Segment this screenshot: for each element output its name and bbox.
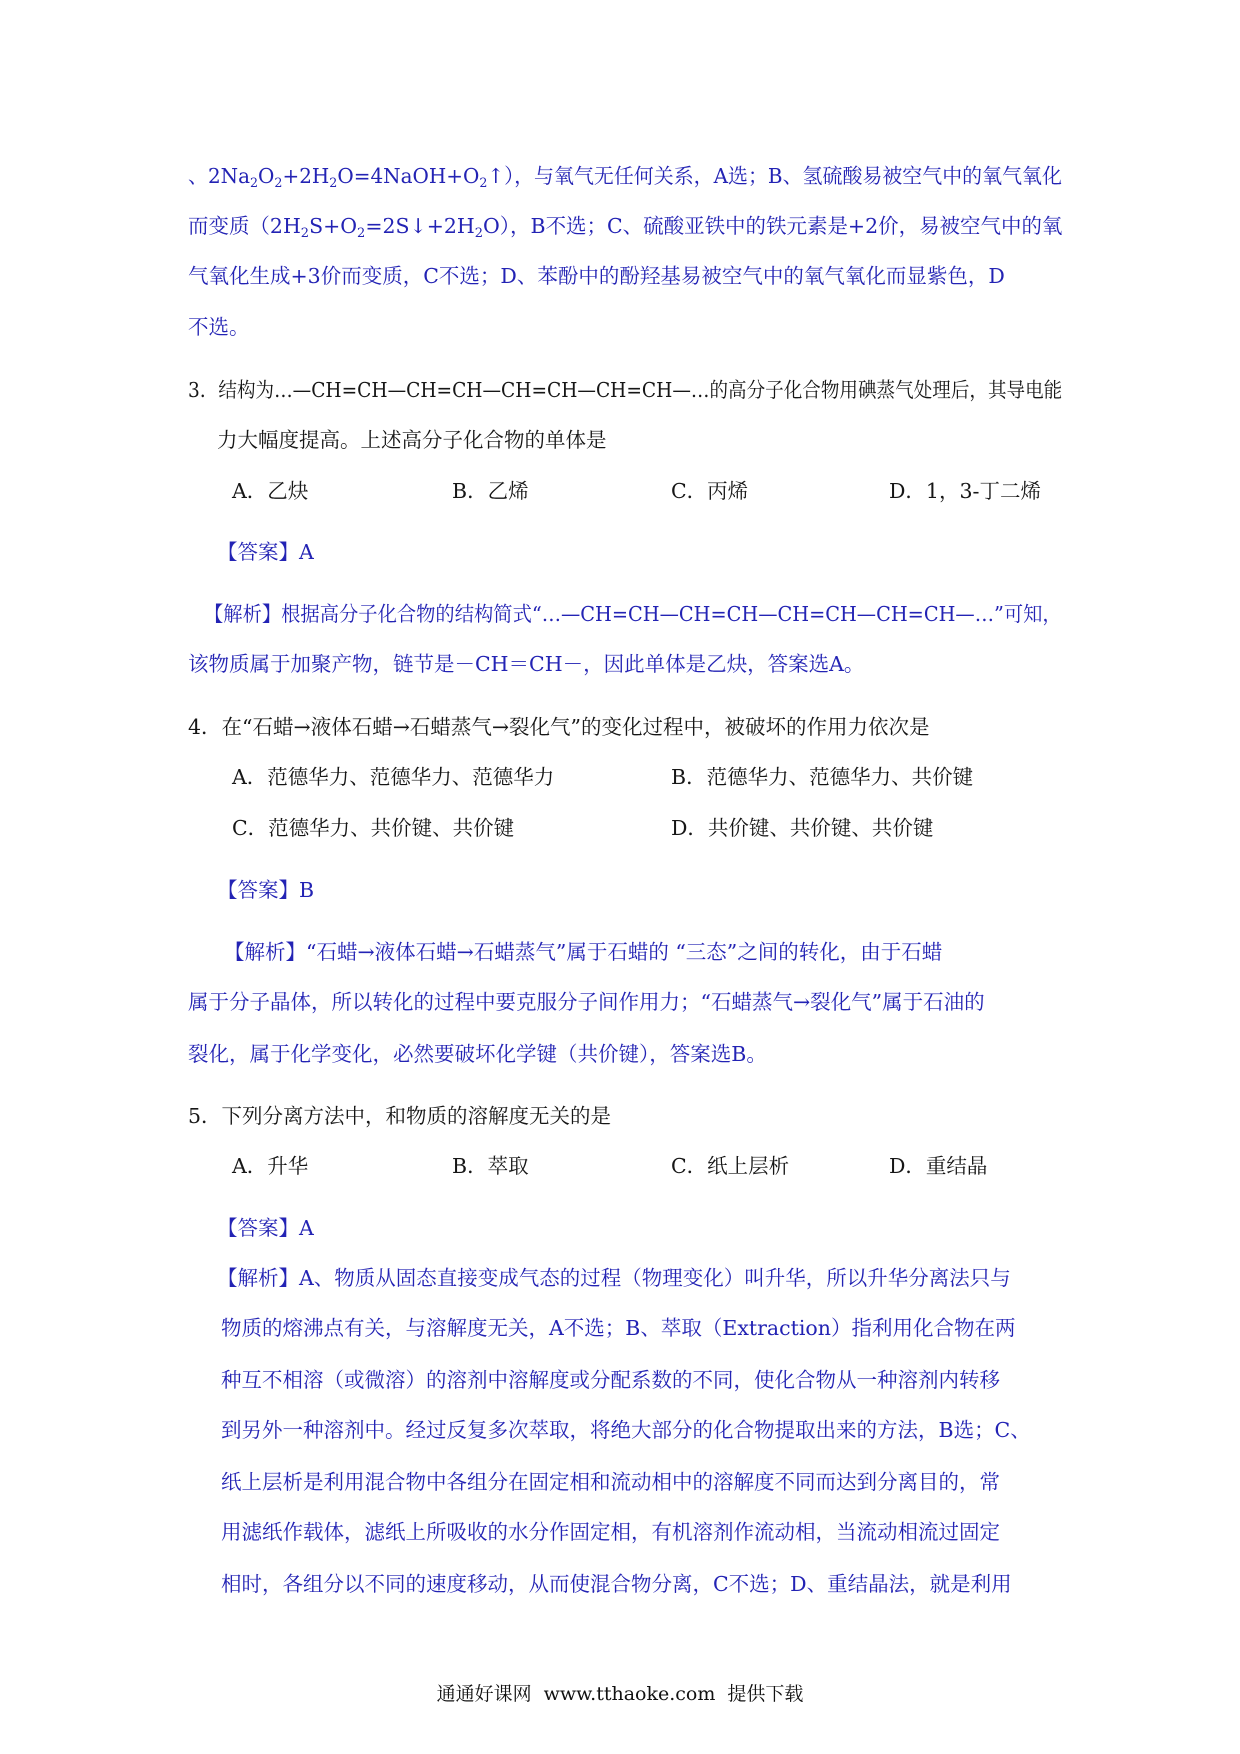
- continuation-line-3: 气氧化生成+3价而变质，C不选；D、苯酚中的酚羟基易被空气中的氧气氧化而显紫色，D: [188, 264, 1005, 288]
- q5-analysis-line-1: 【解析】A、物质从固态直接变成气态的过程（物理变化）叫升华，所以升华分离法只与: [217, 1266, 1011, 1290]
- q3-stem-line-2: 力大幅度提高。上述高分子化合物的单体是: [217, 428, 607, 452]
- q4-analysis-line-1: 【解析】“石蜡→液体石蜡→石蜡蒸气”属于石蜡的 “三态”之间的转化，由于石蜡: [224, 940, 943, 964]
- q3-option-a: A．乙炔: [232, 479, 309, 503]
- q5-analysis-line-4: 到另外一种溶剂中。经过反复多次萃取，将绝大部分的化合物提取出来的方法，B选；C、: [221, 1418, 1031, 1442]
- q5-analysis-line-2: 物质的熔沸点有关，与溶解度无关，A不选；B、萃取（Extraction）指利用化合物在两: [221, 1316, 1016, 1340]
- q3-option-d: D．1，3-丁二烯: [889, 479, 1041, 503]
- page-footer: [0, 1681, 1240, 1707]
- q5-option-c: C．纸上层析: [671, 1154, 790, 1178]
- q3-option-b: B．乙烯: [452, 479, 529, 503]
- footer-url-link[interactable]: www.tthaoke.com: [543, 1683, 716, 1705]
- continuation-line-4: 不选。: [188, 315, 250, 339]
- q5-option-d: D．重结晶: [889, 1154, 988, 1178]
- q4-answer: 【答案】B: [217, 878, 315, 902]
- q3-analysis-line-2: 该物质属于加聚产物，链节是－CH＝CH－，因此单体是乙炔，答案选A。: [188, 652, 865, 676]
- q5-analysis-line-7: 相时，各组分以不同的速度移动，从而使混合物分离，C不选；D、重结晶法，就是利用: [221, 1572, 1012, 1596]
- q5-analysis-line-6: 用滤纸作载体，滤纸上所吸收的水分作固定相，有机溶剂作流动相，当流动相流过固定: [221, 1520, 1000, 1544]
- q4-stem-line-1: 4．在“石蜡→液体石蜡→石蜡蒸气→裂化气”的变化过程中，被破坏的作用力依次是: [188, 715, 930, 739]
- q3-analysis-line-1: 【解析】根据高分子化合物的结构简式“…—CH=CH—CH=CH—CH=CH—CH=CH—…”可知，: [204, 602, 1062, 626]
- q5-analysis-line-3: 种互不相溶（或微溶）的溶剂中溶解度或分配系数的不同，使化合物从一种溶剂内转移: [221, 1368, 1000, 1392]
- q3-option-c: C．丙烯: [671, 479, 749, 503]
- q4-option-a: A．范德华力、范德华力、范德华力: [232, 765, 555, 789]
- q5-answer: 【答案】A: [217, 1216, 314, 1240]
- q5-option-a: A．升华: [232, 1154, 309, 1178]
- q4-option-c: C．范德华力、共价键、共价键: [232, 816, 515, 840]
- q4-analysis-line-3: 裂化，属于化学变化，必然要破坏化学键（共价键），答案选B。: [188, 1042, 767, 1066]
- q5-analysis-line-5: 纸上层析是利用混合物中各组分在固定相和流动相中的溶解度不同而达到分离目的，常: [221, 1470, 1000, 1494]
- q5-stem-line-1: 5．下列分离方法中，和物质的溶解度无关的是: [188, 1104, 612, 1128]
- continuation-line-2: 而变质$(2H_2S+O_2=2S↓+2H_2O)$，B不选；C、硫酸亚铁中的铁元素是+2价，易被空气中的氧: [188, 214, 1063, 241]
- footer-site-name: 通通好课网: [436, 1683, 532, 1705]
- q4-option-b: B．范德华力、范德华力、共价键: [671, 765, 974, 789]
- q3-answer: 【答案】A: [217, 540, 314, 564]
- continuation-line-1: 、$2Na_2O_2+2H_2O=4NaOH+O_2↑$），与氧气无任何关系，A选；B、氢硫酸易被空气中的氧气氧化: [188, 164, 1062, 191]
- q4-analysis-line-2: 属于分子晶体，所以转化的过程中要克服分子间作用力；“石蜡蒸气→裂化气”属于石油的: [188, 990, 985, 1014]
- q3-stem-line-1: 3．结构为…—CH=CH—CH=CH—CH=CH—CH=CH—…的高分子化合物用碘蒸气处理后，其导电能: [188, 378, 1063, 402]
- q4-option-d: D．共价键、共价键、共价键: [671, 816, 934, 840]
- footer-note: 提供下载: [727, 1683, 804, 1705]
- q5-option-b: B．萃取: [452, 1154, 529, 1178]
